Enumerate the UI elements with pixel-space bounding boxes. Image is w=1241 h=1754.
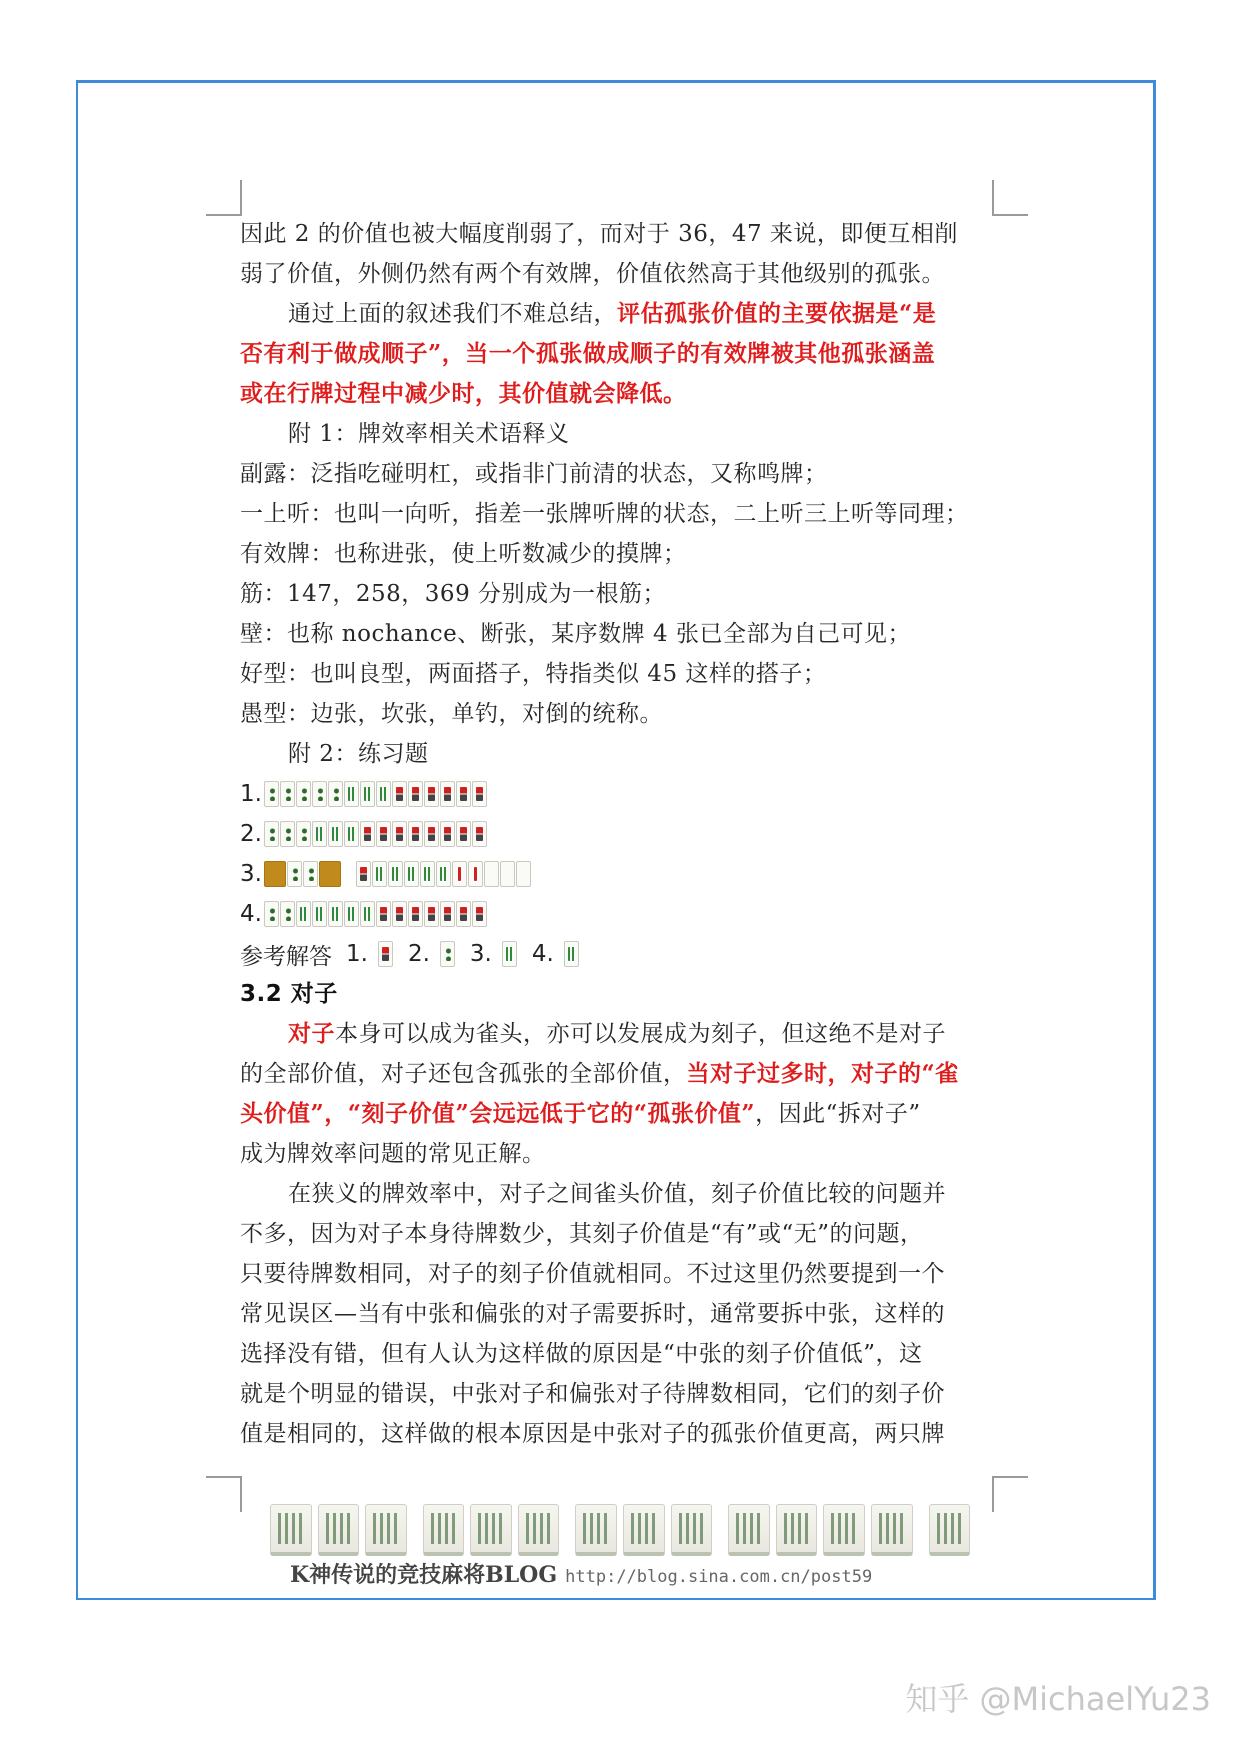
- summary-red: 评估孤张价值的主要依据是“是: [617, 300, 937, 327]
- tile-back-icon: [319, 861, 341, 887]
- paragraph-line: 不多，因为对子本身待牌数少，其刻子价值是“有”或“无”的问题，: [240, 1221, 924, 1247]
- term-line: 一上听：也叫一向听，指差一张牌听牌的状态，二上听三上听等同理；: [240, 501, 969, 527]
- banner-tile-icon: [871, 1504, 913, 1556]
- answer-row: [240, 934, 995, 974]
- crop-mark-bottom-right: [992, 1476, 1028, 1512]
- tile-icon: [344, 901, 359, 927]
- tile-icon: [312, 901, 327, 927]
- tile-icon: [456, 781, 471, 807]
- answer-number: 1.: [346, 941, 368, 967]
- answer-number: 3.: [469, 941, 492, 967]
- tile-icon: [408, 901, 423, 927]
- page-content: [240, 214, 995, 1454]
- banner-tile-icon: [929, 1504, 971, 1556]
- tile-icon: [360, 821, 375, 847]
- tile-icon: [404, 861, 419, 887]
- tile-icon: [424, 821, 439, 847]
- footer-tile-banner: [270, 1496, 970, 1556]
- tile-icon: [287, 861, 302, 887]
- tile-icon: [392, 781, 407, 807]
- footer-caption: [290, 1560, 872, 1590]
- practice-problem-3: [240, 854, 995, 894]
- tile-icon: [472, 901, 487, 927]
- tile-icon: [360, 781, 375, 807]
- tile-icon: [344, 781, 359, 807]
- answer-tile-icon: [564, 941, 579, 967]
- term-line: 筋：147，258，369 分别成为一根筋；: [240, 581, 667, 607]
- paragraph-text: 的全部价值，对子还包含孤张的全部价值，: [240, 1061, 687, 1087]
- banner-tile-icon: [470, 1504, 512, 1556]
- watermark: 知乎 @MichaelYu23: [905, 1680, 1211, 1718]
- tile-icon: [392, 821, 407, 847]
- tile-icon: [392, 901, 407, 927]
- tile-icon: [280, 901, 295, 927]
- paragraph-line: [240, 1094, 995, 1134]
- appendix1-title: 附 1：牌效率相关术语释义: [288, 421, 570, 447]
- answer-label: 参考解答: [240, 943, 332, 970]
- tile-icon: [424, 901, 439, 927]
- term-line: 好型：也叫良型，两面搭子，特指类似 45 这样的搭子；: [240, 661, 827, 687]
- tile-icon: [264, 901, 279, 927]
- tile-icon: [280, 781, 295, 807]
- paragraph-red: 头价值”，“刻子价值”会远远低于它的“孤张价值”: [240, 1100, 756, 1127]
- practice-problem-1: [240, 774, 995, 814]
- tile-icon: [440, 781, 455, 807]
- term-line: 壁：也称 nochance、断张，某序数牌 4 张已全部为自己可见；: [240, 621, 911, 647]
- tile-icon: [264, 781, 279, 807]
- paragraph-line: 值是相同的，这样做的根本原因是中张对子的孤张价值更高，两只牌: [240, 1421, 945, 1447]
- tile-icon: [456, 821, 471, 847]
- crop-mark-bottom-left: [206, 1476, 242, 1512]
- paragraph-line: 在狭义的牌效率中，对子之间雀头价值，刻子价值比较的问题并: [288, 1181, 946, 1207]
- problem-number: 4.: [240, 901, 262, 927]
- banner-tile-icon: [776, 1504, 818, 1556]
- tile-back-icon: [264, 861, 286, 887]
- problem-number: 1.: [240, 781, 262, 807]
- banner-tile-icon: [623, 1504, 665, 1556]
- blog-title: K神传说的竞技麻将BLOG: [290, 1562, 558, 1588]
- tile-icon: [344, 821, 359, 847]
- answer-tile-icon: [440, 941, 455, 967]
- banner-tile-icon: [728, 1504, 770, 1556]
- summary-red-line: 否有利于做成顺子”，当一个孤张做成顺子的有效牌被其他孤张涵盖: [240, 340, 936, 367]
- tile-icon: [440, 901, 455, 927]
- tile-icon: [500, 861, 515, 887]
- paragraph-text: ，因此“拆对子”: [755, 1101, 921, 1127]
- tile-icon: [303, 861, 318, 887]
- tile-icon: [328, 781, 343, 807]
- practice-problem-4: [240, 894, 995, 934]
- tile-icon: [516, 861, 531, 887]
- tile-icon: [408, 821, 423, 847]
- banner-tile-icon: [823, 1504, 865, 1556]
- banner-tile-icon: [671, 1504, 713, 1556]
- text-line: 弱了价值，外侧仍然有两个有效牌，价值依然高于其他级别的孤张。: [240, 261, 945, 287]
- problem-number: 2.: [240, 821, 262, 847]
- crop-mark-top-right: [992, 180, 1028, 216]
- tile-icon: [356, 861, 371, 887]
- term-line: 愚型：边张，坎张，单钓，对倒的统称。: [240, 701, 663, 727]
- tile-icon: [312, 781, 327, 807]
- tile-icon: [472, 781, 487, 807]
- tile-icon: [376, 821, 391, 847]
- tile-icon: [408, 781, 423, 807]
- tile-icon: [468, 861, 483, 887]
- tile-icon: [456, 901, 471, 927]
- tile-icon: [328, 901, 343, 927]
- term-highlight: 对子: [288, 1020, 335, 1047]
- tile-icon: [360, 901, 375, 927]
- tile-icon: [424, 781, 439, 807]
- term-line: 有效牌：也称进张，使上听数减少的摸牌；: [240, 541, 687, 567]
- appendix2-title: 附 2：练习题: [288, 741, 429, 767]
- tile-icon: [436, 861, 451, 887]
- crop-mark-top-left: [206, 180, 242, 216]
- tile-icon: [376, 781, 391, 807]
- paragraph-red: 当对子过多时，对子的“雀: [686, 1060, 959, 1087]
- summary-red-line: 或在行牌过程中减少时，其价值就会降低。: [240, 380, 687, 407]
- tile-icon: [296, 821, 311, 847]
- paragraph-text: 本身可以成为雀头，亦可以发展成为刻子，但这绝不是对子: [335, 1021, 946, 1047]
- tile-icon: [472, 821, 487, 847]
- summary-lead: 通过上面的叙述我们不难总结，: [288, 301, 617, 327]
- term-line: 副露：泛指吃碰明杠，或指非门前清的状态，又称鸣牌；: [240, 461, 828, 487]
- answer-number: 2.: [407, 941, 430, 967]
- banner-tile-icon: [575, 1504, 617, 1556]
- tile-icon: [280, 821, 295, 847]
- answer-number: 4.: [531, 941, 554, 967]
- paragraph-line: 成为牌效率问题的常见正解。: [240, 1141, 546, 1167]
- answer-tile-icon: [378, 941, 393, 967]
- summary-line: [240, 294, 995, 334]
- tile-icon: [440, 821, 455, 847]
- tile-icon: [484, 861, 499, 887]
- paragraph-line: [240, 1014, 995, 1054]
- banner-tile-icon: [423, 1504, 465, 1556]
- banner-tile-icon: [365, 1504, 407, 1556]
- paragraph-line: 常见误区—当有中张和偏张的对子需要拆时，通常要拆中张，这样的: [240, 1301, 945, 1327]
- tile-icon: [328, 821, 343, 847]
- paragraph-line: 选择没有错，但有人认为这样做的原因是“中张的刻子价值低”，这: [240, 1341, 923, 1367]
- tile-icon: [452, 861, 467, 887]
- tile-icon: [296, 781, 311, 807]
- answer-tile-icon: [502, 941, 517, 967]
- paragraph-line: [240, 1054, 995, 1094]
- practice-problem-2: [240, 814, 995, 854]
- tile-icon: [372, 861, 387, 887]
- banner-tile-icon: [518, 1504, 560, 1556]
- banner-tile-icon: [318, 1504, 360, 1556]
- blog-url[interactable]: http://blog.sina.com.cn/post59: [565, 1567, 873, 1587]
- problem-number: 3.: [240, 861, 262, 887]
- banner-tile-icon: [270, 1504, 312, 1556]
- paragraph-line: 就是个明显的错误，中张对子和偏张对子待牌数相同，它们的刻子价: [240, 1381, 945, 1407]
- tile-icon: [296, 901, 311, 927]
- paragraph-line: 只要待牌数相同，对子的刻子价值就相同。不过这里仍然要提到一个: [240, 1261, 945, 1287]
- tile-icon: [376, 901, 391, 927]
- tile-icon: [312, 821, 327, 847]
- text-line: 因此 2 的价值也被大幅度削弱了，而对于 36，47 来说，即便互相削: [240, 221, 958, 247]
- tile-icon: [388, 861, 403, 887]
- tile-icon: [420, 861, 435, 887]
- tile-icon: [264, 821, 279, 847]
- section-heading: 3.2 对子: [240, 981, 338, 1007]
